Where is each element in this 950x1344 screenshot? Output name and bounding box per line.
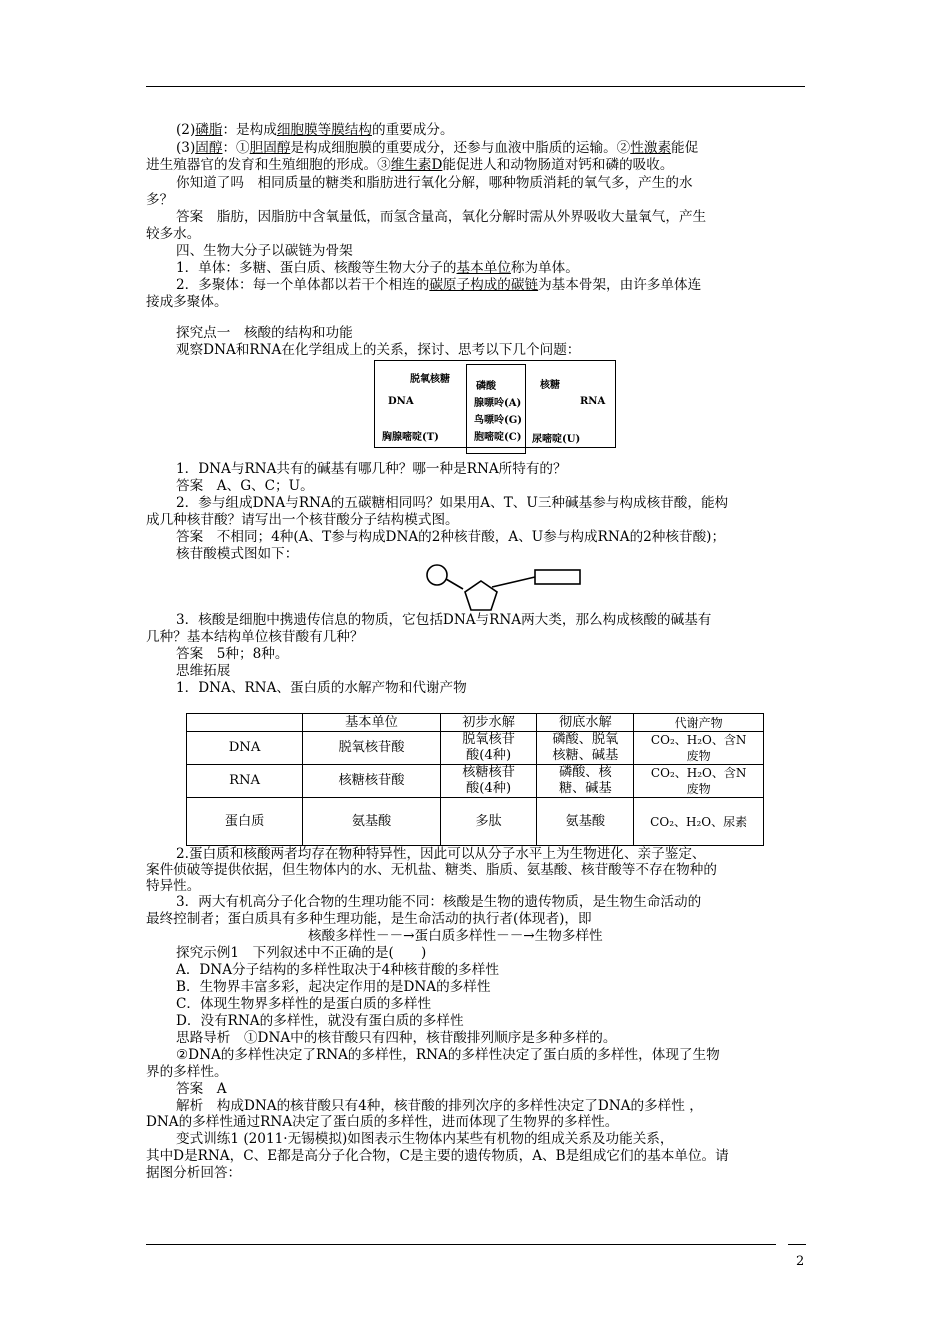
question-text: 2．参与组成DNA与RNA的五碳糖相同吗？如果用A、T、U三种碱基参与构成核苷酸，能构 bbox=[176, 495, 729, 511]
table-cell-line: 酸(4种) bbox=[466, 748, 512, 763]
table-row bbox=[187, 798, 764, 846]
body-text: 2.蛋白质和核酸两者均存在物种特异性，因此可以从分子水平上为生物进化、亲子鉴定、 bbox=[176, 846, 706, 862]
analysis-text: ②DNA的多样性决定了RNA的多样性，RNA的多样性决定了蛋白质的多样性，体现了生物 bbox=[176, 1047, 720, 1063]
table-cell: 氨基酸 bbox=[537, 798, 634, 846]
table-header-cell: 初步水解 bbox=[440, 714, 537, 732]
body-text: 案件侦破等提供依据，但生物体内的水、无机盐、糖类、脂质、氨基酸、核苷酸等不存在物种的 bbox=[146, 862, 717, 878]
header-rule bbox=[146, 86, 805, 87]
option-b: B．生物界丰富多彩，起决定作用的是DNA的多样性 bbox=[176, 979, 491, 995]
body-text: 最终控制者；蛋白质具有多种生理功能，是生命活动的执行者(体现者)，即 bbox=[146, 911, 592, 927]
body-text: 特异性。 bbox=[146, 878, 201, 894]
table-cell-line: 废物 bbox=[686, 749, 711, 763]
hydrolysis-table bbox=[186, 713, 764, 846]
table-row bbox=[187, 765, 764, 798]
table-cell-line: 废物 bbox=[686, 782, 711, 796]
nucleotide-model-diagram bbox=[425, 561, 585, 611]
table-cell-line: 酸(4种) bbox=[466, 781, 512, 796]
answer-text: 答案 A bbox=[176, 1081, 227, 1097]
table-row bbox=[187, 732, 764, 765]
exercise-text: 变式训练1 (2011·无锡模拟)如图表示生物体内某些有机物的组成关系及功能关系， bbox=[176, 1131, 674, 1147]
diversity-chain: 核酸多样性－－→蛋白质多样性－－→生物多样性 bbox=[308, 928, 603, 944]
section-heading: 四、生物大分子以碳链为骨架 bbox=[176, 243, 353, 259]
question-text: 多？ bbox=[146, 192, 174, 208]
answer-text: 较多水。 bbox=[146, 226, 201, 242]
table-cell-line: CO₂、H₂O、含N bbox=[650, 733, 747, 747]
para-polymer: 2．多聚体：每一个单体都以若干个相连的碳原子构成的碳链为基本骨架，由许多单体连 bbox=[176, 277, 702, 293]
section-heading: 思维拓展 bbox=[176, 663, 231, 679]
table-cell: DNA bbox=[187, 732, 303, 765]
table-cell: 氨基酸 bbox=[303, 798, 441, 846]
uracil-label: 尿嘧啶(U) bbox=[532, 434, 581, 445]
table-header-row bbox=[187, 714, 764, 732]
deoxyribose-label: 脱氧核糖 bbox=[410, 374, 450, 385]
question-text: 1．DNA与RNA共有的碱基有哪几种？哪一种是RNA所特有的？ bbox=[176, 461, 567, 477]
example-question: 探究示例1 下列叙述中不正确的是( ) bbox=[176, 945, 427, 961]
table-cell-line: 核糖、碱基 bbox=[552, 748, 619, 763]
dna-label: DNA bbox=[388, 396, 414, 407]
footer-rule-short bbox=[788, 1244, 806, 1245]
answer-text: 答案 A、G、C；U。 bbox=[176, 478, 314, 494]
table-cell-line: 核糖核苷 bbox=[462, 765, 515, 780]
body-text: 3．两大有机高分子化合物的生理功能不同：核酸是生物的遗传物质，是生物生命活动的 bbox=[176, 894, 702, 910]
option-d: D．没有RNA的多样性，就没有蛋白质的多样性 bbox=[176, 1013, 464, 1029]
para-sterol-cont: 进生殖器官的发育和生殖细胞的形成。③维生素D能促进人和动物肠道对钙和磷的吸收。 bbox=[146, 157, 674, 173]
analysis-text: 思路导析 ①DNA中的核苷酸只有四种，核苷酸排列顺序是多种多样的。 bbox=[176, 1030, 617, 1046]
footer-rule bbox=[146, 1244, 776, 1245]
para-monomer: 1．单体：多糖、蛋白质、核酸等生物大分子的基本单位称为单体。 bbox=[176, 260, 579, 276]
instruction-text: 观察DNA和RNA在化学组成上的关系，探讨、思考以下几个问题： bbox=[176, 342, 581, 358]
table-cell bbox=[634, 765, 764, 798]
table-cell-line: 脱氧核苷 bbox=[462, 732, 515, 747]
table-cell bbox=[634, 732, 764, 765]
explanation-text: 解析 构成DNA的核苷酸只有4种，核苷酸的排列次序的多样性决定了DNA的多样性 ， bbox=[176, 1098, 703, 1114]
section-heading: 1．DNA、RNA、蛋白质的水解产物和代谢产物 bbox=[176, 680, 467, 696]
rna-label: RNA bbox=[580, 396, 606, 407]
table-header-cell: 基本单位 bbox=[303, 714, 441, 732]
table-cell-line: 糖、碱基 bbox=[558, 781, 612, 796]
table-cell bbox=[537, 765, 634, 798]
table-cell: RNA bbox=[187, 765, 303, 798]
para-sterol: (3)固醇：①胆固醇是构成细胞膜的重要成分，还参与血液中脂质的运输。②性激素能促 bbox=[176, 140, 699, 156]
adenine-label: 腺嘌呤(A) bbox=[474, 398, 522, 409]
answer-text: 答案 5种；8种。 bbox=[176, 646, 289, 662]
question-text: 几种？基本结构单位核苷酸有几种？ bbox=[146, 629, 364, 645]
table-cell bbox=[440, 765, 537, 798]
thymine-label: 胸腺嘧啶(T) bbox=[382, 432, 439, 443]
table-cell bbox=[537, 732, 634, 765]
table-header-cell: 彻底水解 bbox=[537, 714, 634, 732]
table-cell: 脱氧核苷酸 bbox=[303, 732, 441, 765]
table-cell-line: CO₂、H₂O、含N bbox=[650, 766, 747, 780]
question-text: 成几种核苷酸？请写出一个核苷酸分子结构模式图。 bbox=[146, 512, 459, 528]
table-cell bbox=[440, 732, 537, 765]
cytosine-label: 胞嘧啶(C) bbox=[474, 432, 522, 443]
exercise-text: 据图分析回答： bbox=[146, 1165, 242, 1181]
page-number: 2 bbox=[796, 1254, 805, 1269]
table-cell: 蛋白质 bbox=[187, 798, 303, 846]
analysis-text: 界的多样性。 bbox=[146, 1064, 228, 1080]
explanation-text: DNA的多样性通过RNA决定了蛋白质的多样性，进而体现了生物界的多样性。 bbox=[146, 1114, 619, 1130]
ribose-label: 核糖 bbox=[540, 380, 560, 391]
phosphate-label: 磷酸 bbox=[476, 381, 496, 392]
table-header-cell bbox=[187, 714, 303, 732]
exercise-text: 其中D是RNA，C、E都是高分子化合物，C是主要的遗传物质，A、B是组成它们的基本单位。请 bbox=[146, 1148, 729, 1164]
section-heading: 探究点一 核酸的结构和功能 bbox=[176, 325, 353, 341]
table-cell: 多肽 bbox=[440, 798, 537, 846]
table-cell: 核糖核苷酸 bbox=[303, 765, 441, 798]
question-text: 你知道了吗 相同质量的糖类和脂肪进行氧化分解，哪种物质消耗的氧气多，产生的水 bbox=[176, 175, 693, 191]
answer-text: 答案 脂肪，因脂肪中含氧量低，而氢含量高，氧化分解时需从外界吸收大量氧气，产生 bbox=[176, 209, 707, 225]
table-cell-line: 磷酸、核 bbox=[558, 765, 612, 780]
answer-text: 答案 不相同；4种(A、T参与构成DNA的2种核苷酸，A、U参与构成RNA的2种核苷酸)； bbox=[176, 529, 726, 545]
para-polymer-cont: 接成多聚体。 bbox=[146, 294, 228, 310]
para-phospholipid: (2)磷脂：是构成细胞膜等膜结构的重要成分。 bbox=[176, 122, 454, 138]
option-a: A．DNA分子结构的多样性取决于4种核苷酸的多样性 bbox=[176, 962, 499, 978]
guanine-label: 鸟嘌呤(G) bbox=[474, 415, 523, 426]
table-cell-line: 磷酸、脱氧 bbox=[552, 732, 619, 747]
table-header-cell: 代谢产物 bbox=[634, 714, 764, 732]
answer-text: 核苷酸模式图如下： bbox=[176, 546, 299, 562]
question-text: 3．核酸是细胞中携遗传信息的物质，它包括DNA与RNA两大类，那么构成核酸的碱基有 bbox=[176, 612, 712, 628]
table-cell: CO₂、H₂O、尿素 bbox=[634, 798, 764, 846]
option-c: C．体现生物界多样性的是蛋白质的多样性 bbox=[176, 996, 432, 1012]
